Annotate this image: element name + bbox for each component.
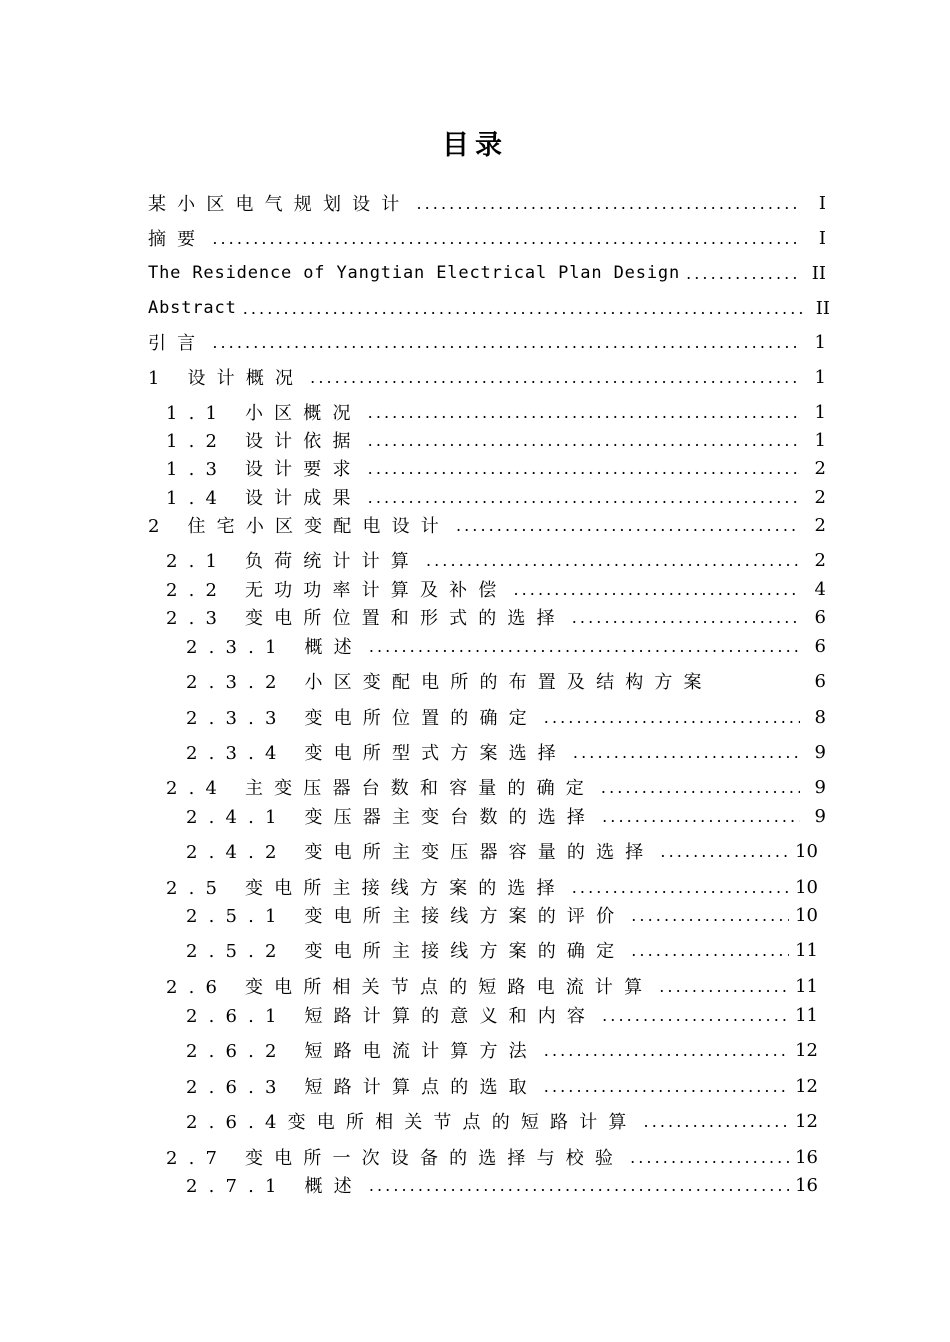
toc-entry-6[interactable] [166, 399, 826, 425]
toc-entry-page: 1 [814, 401, 826, 423]
toc-leader-dots [368, 399, 800, 425]
toc-entry-4[interactable] [148, 329, 826, 355]
toc-entry-label: 2.2 无功功率计算及补偿 [166, 580, 508, 601]
toc-leader-dots [416, 190, 800, 216]
toc-leader-dots [573, 739, 800, 765]
toc-entry-page: 9 [814, 776, 826, 798]
toc-entry-18[interactable] [166, 774, 826, 800]
toc-entry-page: 4 [814, 578, 826, 600]
toc-leader-dots [686, 260, 800, 286]
toc-entry-page: 2 [814, 514, 826, 536]
toc-entry-page: 12 [795, 1039, 818, 1061]
toc-entry-label: 1.1 小区概况 [166, 403, 362, 424]
toc-entry-21[interactable] [166, 874, 818, 900]
toc-leader-dots [544, 1073, 789, 1099]
toc-entry-7[interactable] [166, 427, 826, 453]
toc-entry-label: 某小区电气规划设计 [148, 194, 411, 215]
toc-entry-label: 1.2 设计依据 [166, 431, 362, 452]
toc-entry-page: 6 [814, 606, 826, 628]
toc-entry-page: II [811, 262, 826, 284]
toc-leader-dots [368, 427, 800, 453]
toc-entry-label: 2.6 变电所相关节点的短路电流计算 [166, 977, 654, 998]
toc-entry-page: 2 [814, 486, 826, 508]
toc-entry-page: 2 [814, 457, 826, 479]
toc-entry-page: 10 [795, 904, 818, 926]
page-title: 目录 [442, 130, 508, 161]
toc-entry-page: 10 [795, 840, 818, 862]
toc-leader-dots [544, 1037, 789, 1063]
toc-entry-page: 2 [814, 549, 826, 571]
toc-entry-10[interactable] [148, 512, 826, 538]
toc-leader-dots [631, 902, 789, 928]
toc-entry-29[interactable] [166, 1144, 818, 1170]
toc-entry-page: 8 [814, 706, 826, 728]
toc-entry-page: 11 [795, 939, 818, 961]
toc-entry-0[interactable] [148, 190, 826, 216]
toc-leader-dots [572, 874, 789, 900]
toc-entry-page: 9 [814, 805, 826, 827]
toc-entry-page: 9 [814, 741, 826, 763]
toc-entry-label: 2.3 变电所位置和形式的选择 [166, 608, 566, 629]
toc-leader-dots [660, 838, 789, 864]
toc-entry-label: 摘要 [148, 229, 207, 250]
toc-entry-11[interactable] [166, 547, 826, 573]
toc-entry-label: 2.1 负荷统计计算 [166, 551, 420, 572]
toc-entry-label: 2.7 变电所一次设备的选择与校验 [166, 1148, 625, 1169]
toc-leader-dots [544, 704, 800, 730]
toc-entry-page: 12 [795, 1110, 818, 1132]
toc-entry-27[interactable] [186, 1073, 818, 1099]
toc-entry-page: 6 [814, 635, 826, 657]
toc-entry-16[interactable] [186, 704, 826, 730]
toc-entry-25[interactable] [186, 1002, 818, 1028]
toc-leader-dots [456, 512, 800, 538]
toc-entry-5[interactable] [148, 364, 826, 390]
toc-entry-label: 2.5 变电所主接线方案的选择 [166, 878, 566, 899]
toc-entry-30[interactable] [186, 1172, 818, 1198]
toc-entry-label: 2.3.1 概述 [186, 637, 363, 658]
toc-leader-dots [602, 1002, 789, 1028]
toc-leader-dots [369, 1172, 789, 1198]
toc-leader-dots [243, 295, 804, 321]
toc-entry-label: 1.3 设计要求 [166, 459, 362, 480]
toc-entry-page: 6 [814, 670, 826, 692]
toc-leader-dots [602, 803, 800, 829]
toc-entry-page: 1 [814, 331, 826, 353]
toc-leader-dots [369, 633, 800, 659]
toc-leader-dots [631, 937, 789, 963]
toc-leader-dots [513, 576, 800, 602]
toc-entry-1[interactable] [148, 225, 826, 251]
toc-entry-label: 2.6.1 短路计算的意义和内容 [186, 1006, 597, 1027]
toc-entry-page: 12 [795, 1075, 818, 1097]
toc-entry-19[interactable] [186, 803, 826, 829]
toc-entry-label: 2.7.1 概述 [186, 1176, 363, 1197]
toc-entry-page: 11 [795, 975, 818, 997]
toc-entry-label: 2 住宅小区变配电设计 [148, 516, 450, 537]
toc-entry-label: 2.3.2 小区变配电所的布置及结构方案 [186, 672, 713, 693]
toc-leader-dots [426, 547, 800, 573]
toc-entry-14[interactable] [186, 633, 826, 659]
toc-entry-label: Abstract [148, 298, 237, 318]
toc-leader-dots [212, 329, 800, 355]
toc-entry-label: 2.5.2 变电所主接线方案的确定 [186, 941, 626, 962]
toc-entry-page: II [815, 297, 830, 319]
toc-entry-label: 2.4.2 变电所主变压器容量的选择 [186, 842, 655, 863]
toc-entry-28[interactable] [186, 1108, 818, 1134]
toc-entry-page: 16 [795, 1146, 818, 1168]
toc-entry-label: 2.6.2 短路电流计算方法 [186, 1041, 538, 1062]
toc-leader-dots [310, 364, 800, 390]
toc-leader-dots [368, 455, 800, 481]
toc-entry-15[interactable] [186, 668, 826, 694]
toc-entry-label: 2.5.1 变电所主接线方案的评价 [186, 906, 626, 927]
toc-entry-12[interactable] [166, 576, 826, 602]
toc-entry-label: 1.4 设计成果 [166, 488, 362, 509]
toc-entry-13[interactable] [166, 604, 826, 630]
toc-entry-26[interactable] [186, 1037, 818, 1063]
toc-entry-page: 11 [795, 1004, 818, 1026]
toc-entry-page: I [818, 192, 826, 214]
toc-entry-page: 16 [795, 1174, 818, 1196]
toc-entry-page: 10 [795, 876, 818, 898]
toc-entry-label: 2.4 主变压器台数和容量的确定 [166, 778, 595, 799]
toc-entry-label: 2.3.3 变电所位置的确定 [186, 708, 538, 729]
toc-entry-label: 2.6.4变电所相关节点的短路计算 [186, 1112, 638, 1133]
toc-leader-dots [630, 1144, 789, 1170]
toc-entry-9[interactable] [166, 484, 826, 510]
toc-entry-20[interactable] [186, 838, 818, 864]
toc-entry-label: 1 设计概况 [148, 368, 305, 389]
toc-entry-label: 2.4.1 变压器主变台数的选择 [186, 807, 597, 828]
toc-entry-page: 1 [814, 429, 826, 451]
toc-leader-dots [659, 973, 789, 999]
toc-entry-page: I [818, 227, 826, 249]
toc-leader-dots [572, 604, 800, 630]
toc-entry-23[interactable] [186, 937, 818, 963]
toc-entry-label: 2.6.3 短路计算点的选取 [186, 1077, 538, 1098]
toc-entry-8[interactable] [166, 455, 826, 481]
toc-leader-dots [644, 1108, 790, 1134]
toc-leader-dots [368, 484, 800, 510]
toc-leader-dots [212, 225, 800, 251]
toc-entry-22[interactable] [186, 902, 818, 928]
toc-entry-24[interactable] [166, 973, 818, 999]
toc-entry-2[interactable] [148, 260, 826, 286]
toc-entry-label: 引言 [148, 333, 207, 354]
toc-entry-page: 1 [814, 366, 826, 388]
toc-entry-17[interactable] [186, 739, 826, 765]
toc-entry-label: The Residence of Yangtian Electrical Plan Design [148, 263, 681, 283]
toc-leader-dots [601, 774, 800, 800]
toc-entry-label: 2.3.4 变电所型式方案选择 [186, 743, 567, 764]
toc-entry-3[interactable] [148, 295, 830, 321]
